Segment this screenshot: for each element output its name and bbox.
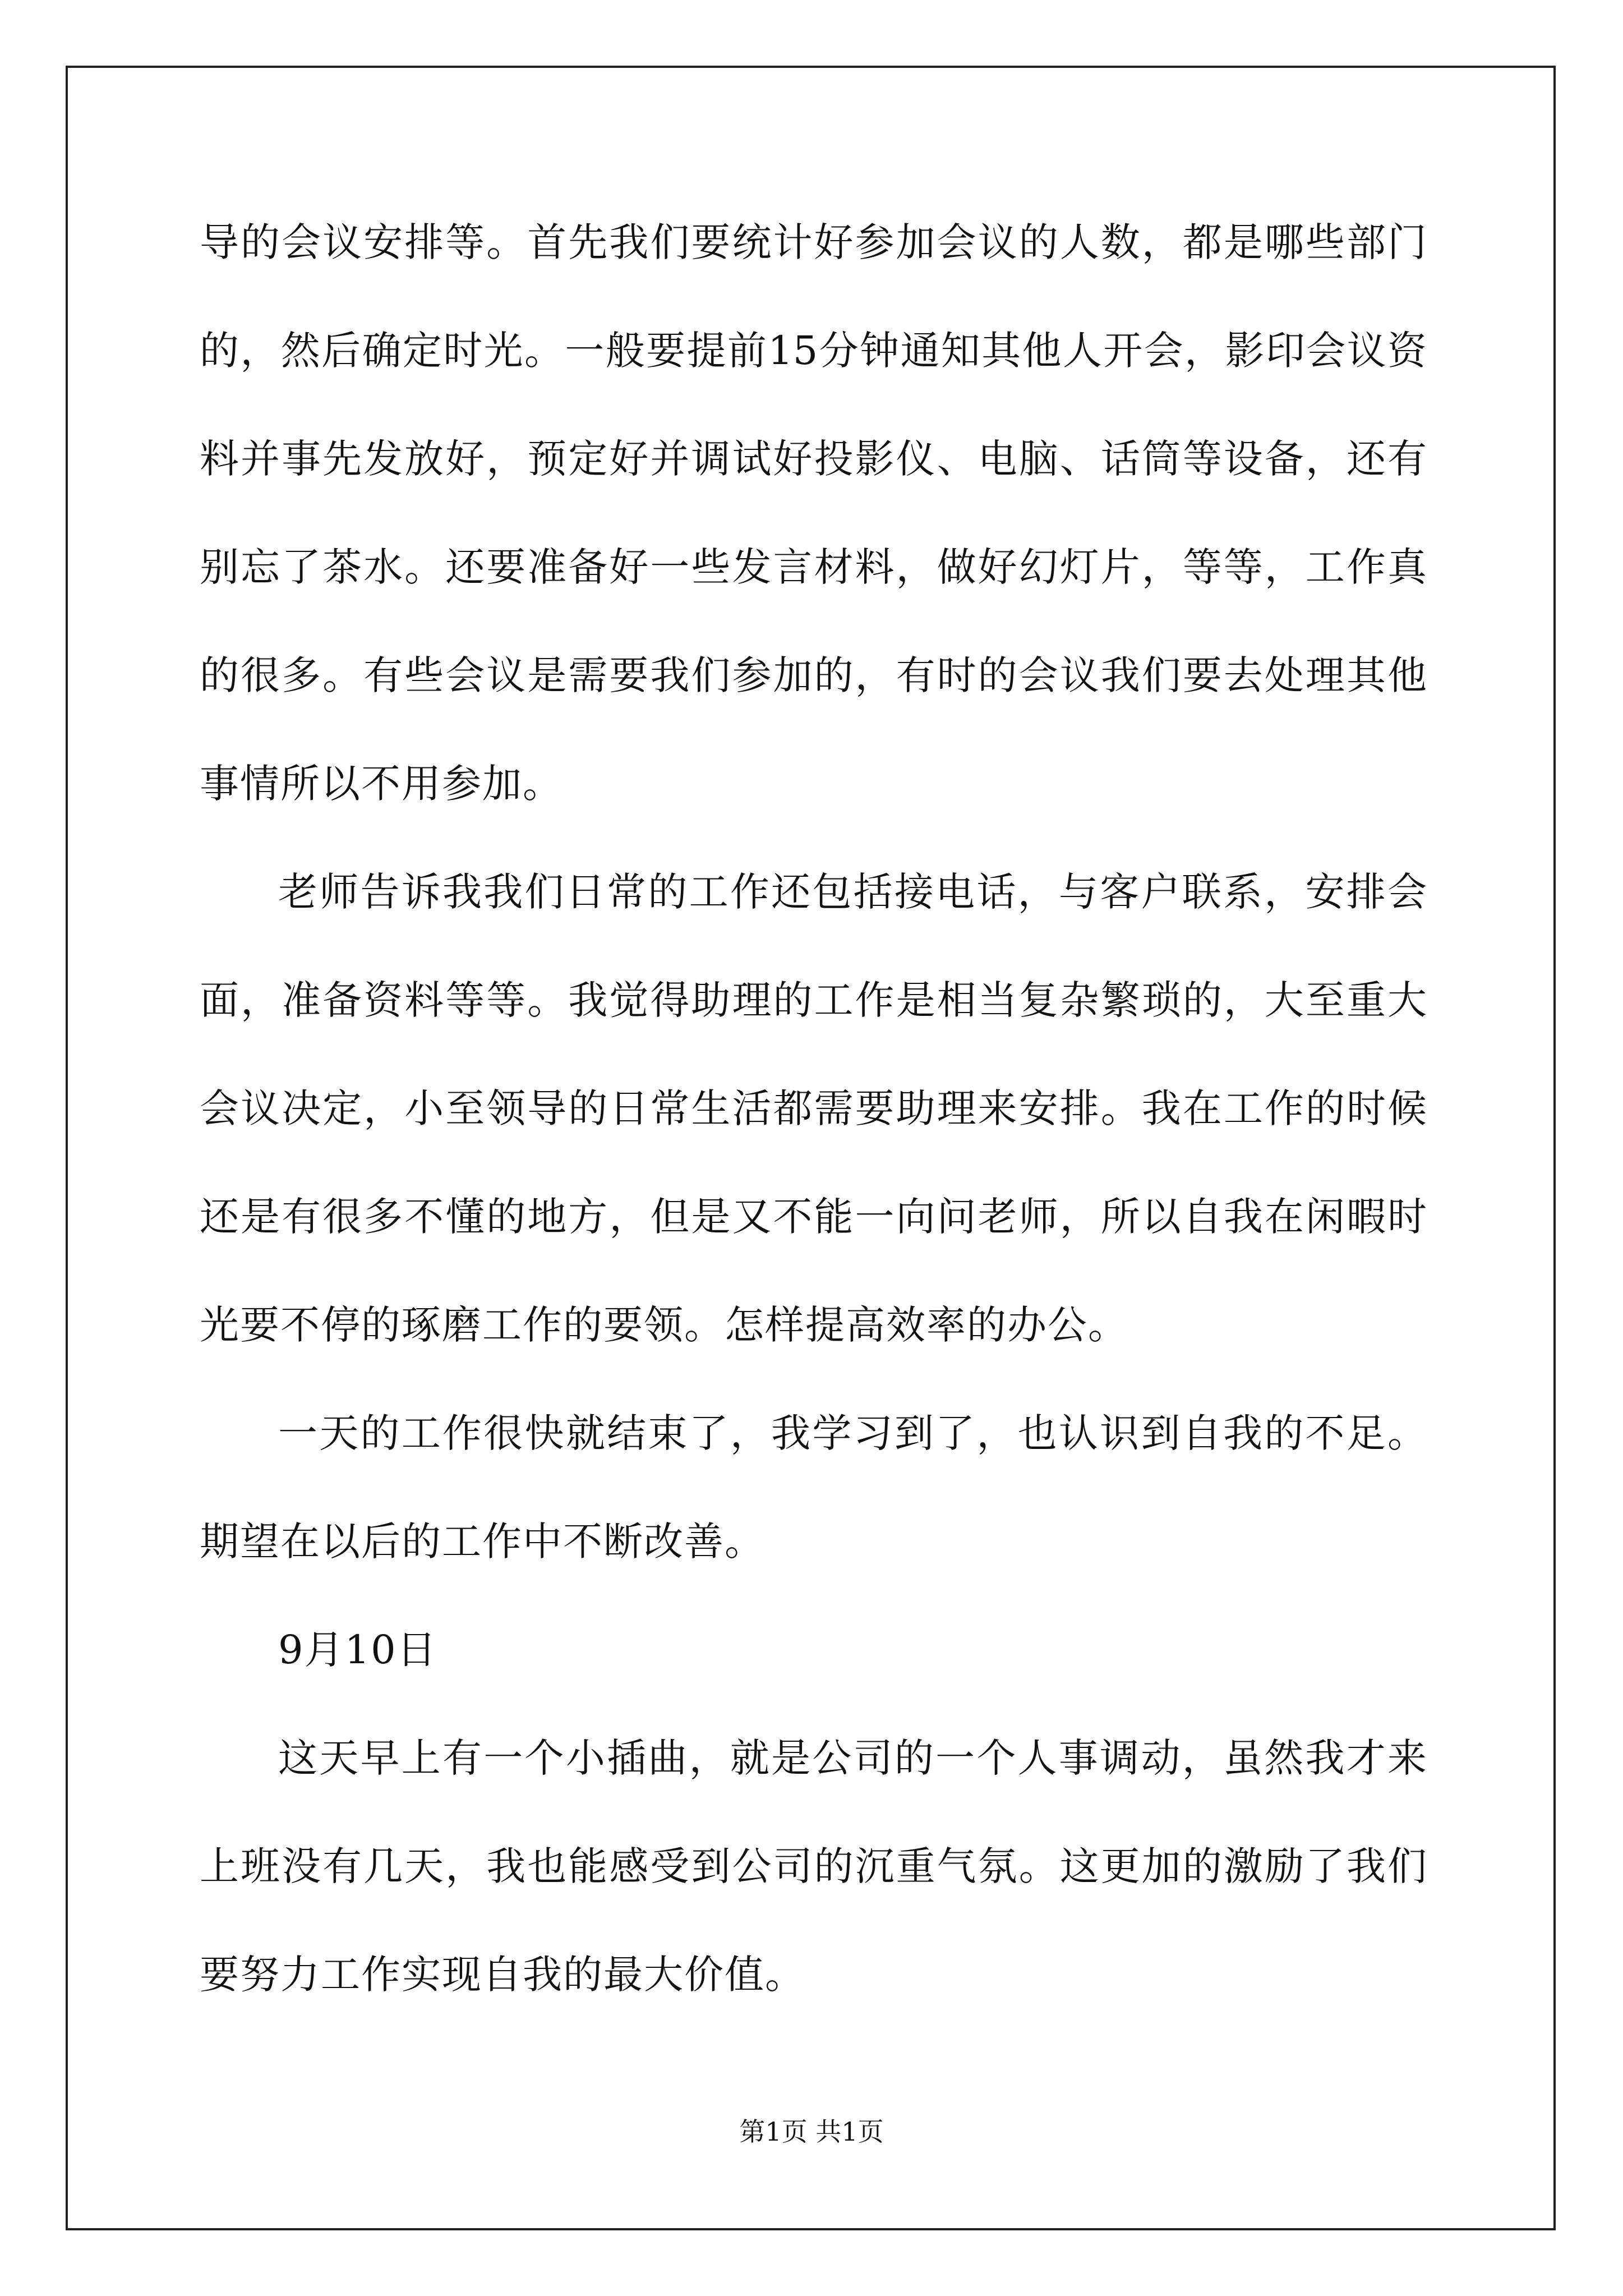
text-line: 要努力工作实现自我的最大价值。 (200, 1952, 805, 1998)
text-line: 的，然后确定时光。一般要提前15分钟通知其他人开会，影印会议资 (200, 328, 1427, 374)
text-line: 事情所以不用参加。 (200, 761, 563, 807)
text-line: 上班没有几天，我也能感受到公司的沉重气氛。这更加的激励了我们 (200, 1843, 1427, 1889)
paragraph-first-line: 老师告诉我我们日常的工作还包括接电话，与客户联系，安排会 (278, 869, 1427, 915)
paragraph-first-line: 这天早上有一个小插曲，就是公司的一个人事调动，虽然我才来 (278, 1735, 1427, 1781)
text-line: 光要不停的琢磨工作的要领。怎样提高效率的办公。 (200, 1302, 1128, 1348)
text-line: 还是有很多不懂的地方，但是又不能一向问老师，所以自我在闲暇时 (200, 1194, 1427, 1240)
text-line: 别忘了茶水。还要准备好一些发言材料，做好幻灯片，等等，工作真 (200, 544, 1427, 590)
text-line: 料并事先发放好，预定好并调试好投影仪、电脑、话筒等设备，还有 (200, 436, 1427, 482)
page-border (66, 66, 1556, 2230)
paragraph-first-line: 一天的工作很快就结束了，我学习到了，也认识到自我的不足。 (278, 1410, 1427, 1456)
date-heading: 9月10日 (278, 1627, 437, 1673)
text-line: 面，准备资料等等。我觉得助理的工作是相当复杂繁琐的，大至重大 (200, 977, 1427, 1023)
text-line: 会议决定，小至领导的日常生活都需要助理来安排。我在工作的时候 (200, 1085, 1427, 1131)
text-line: 的很多。有些会议是需要我们参加的，有时的会议我们要去处理其他 (200, 652, 1427, 698)
text-line: 期望在以后的工作中不断改善。 (200, 1519, 765, 1565)
text-line: 导的会议安排等。首先我们要统计好参加会议的人数，都是哪些部门 (200, 219, 1427, 265)
page-footer: 第1页 共1页 (739, 2116, 884, 2147)
